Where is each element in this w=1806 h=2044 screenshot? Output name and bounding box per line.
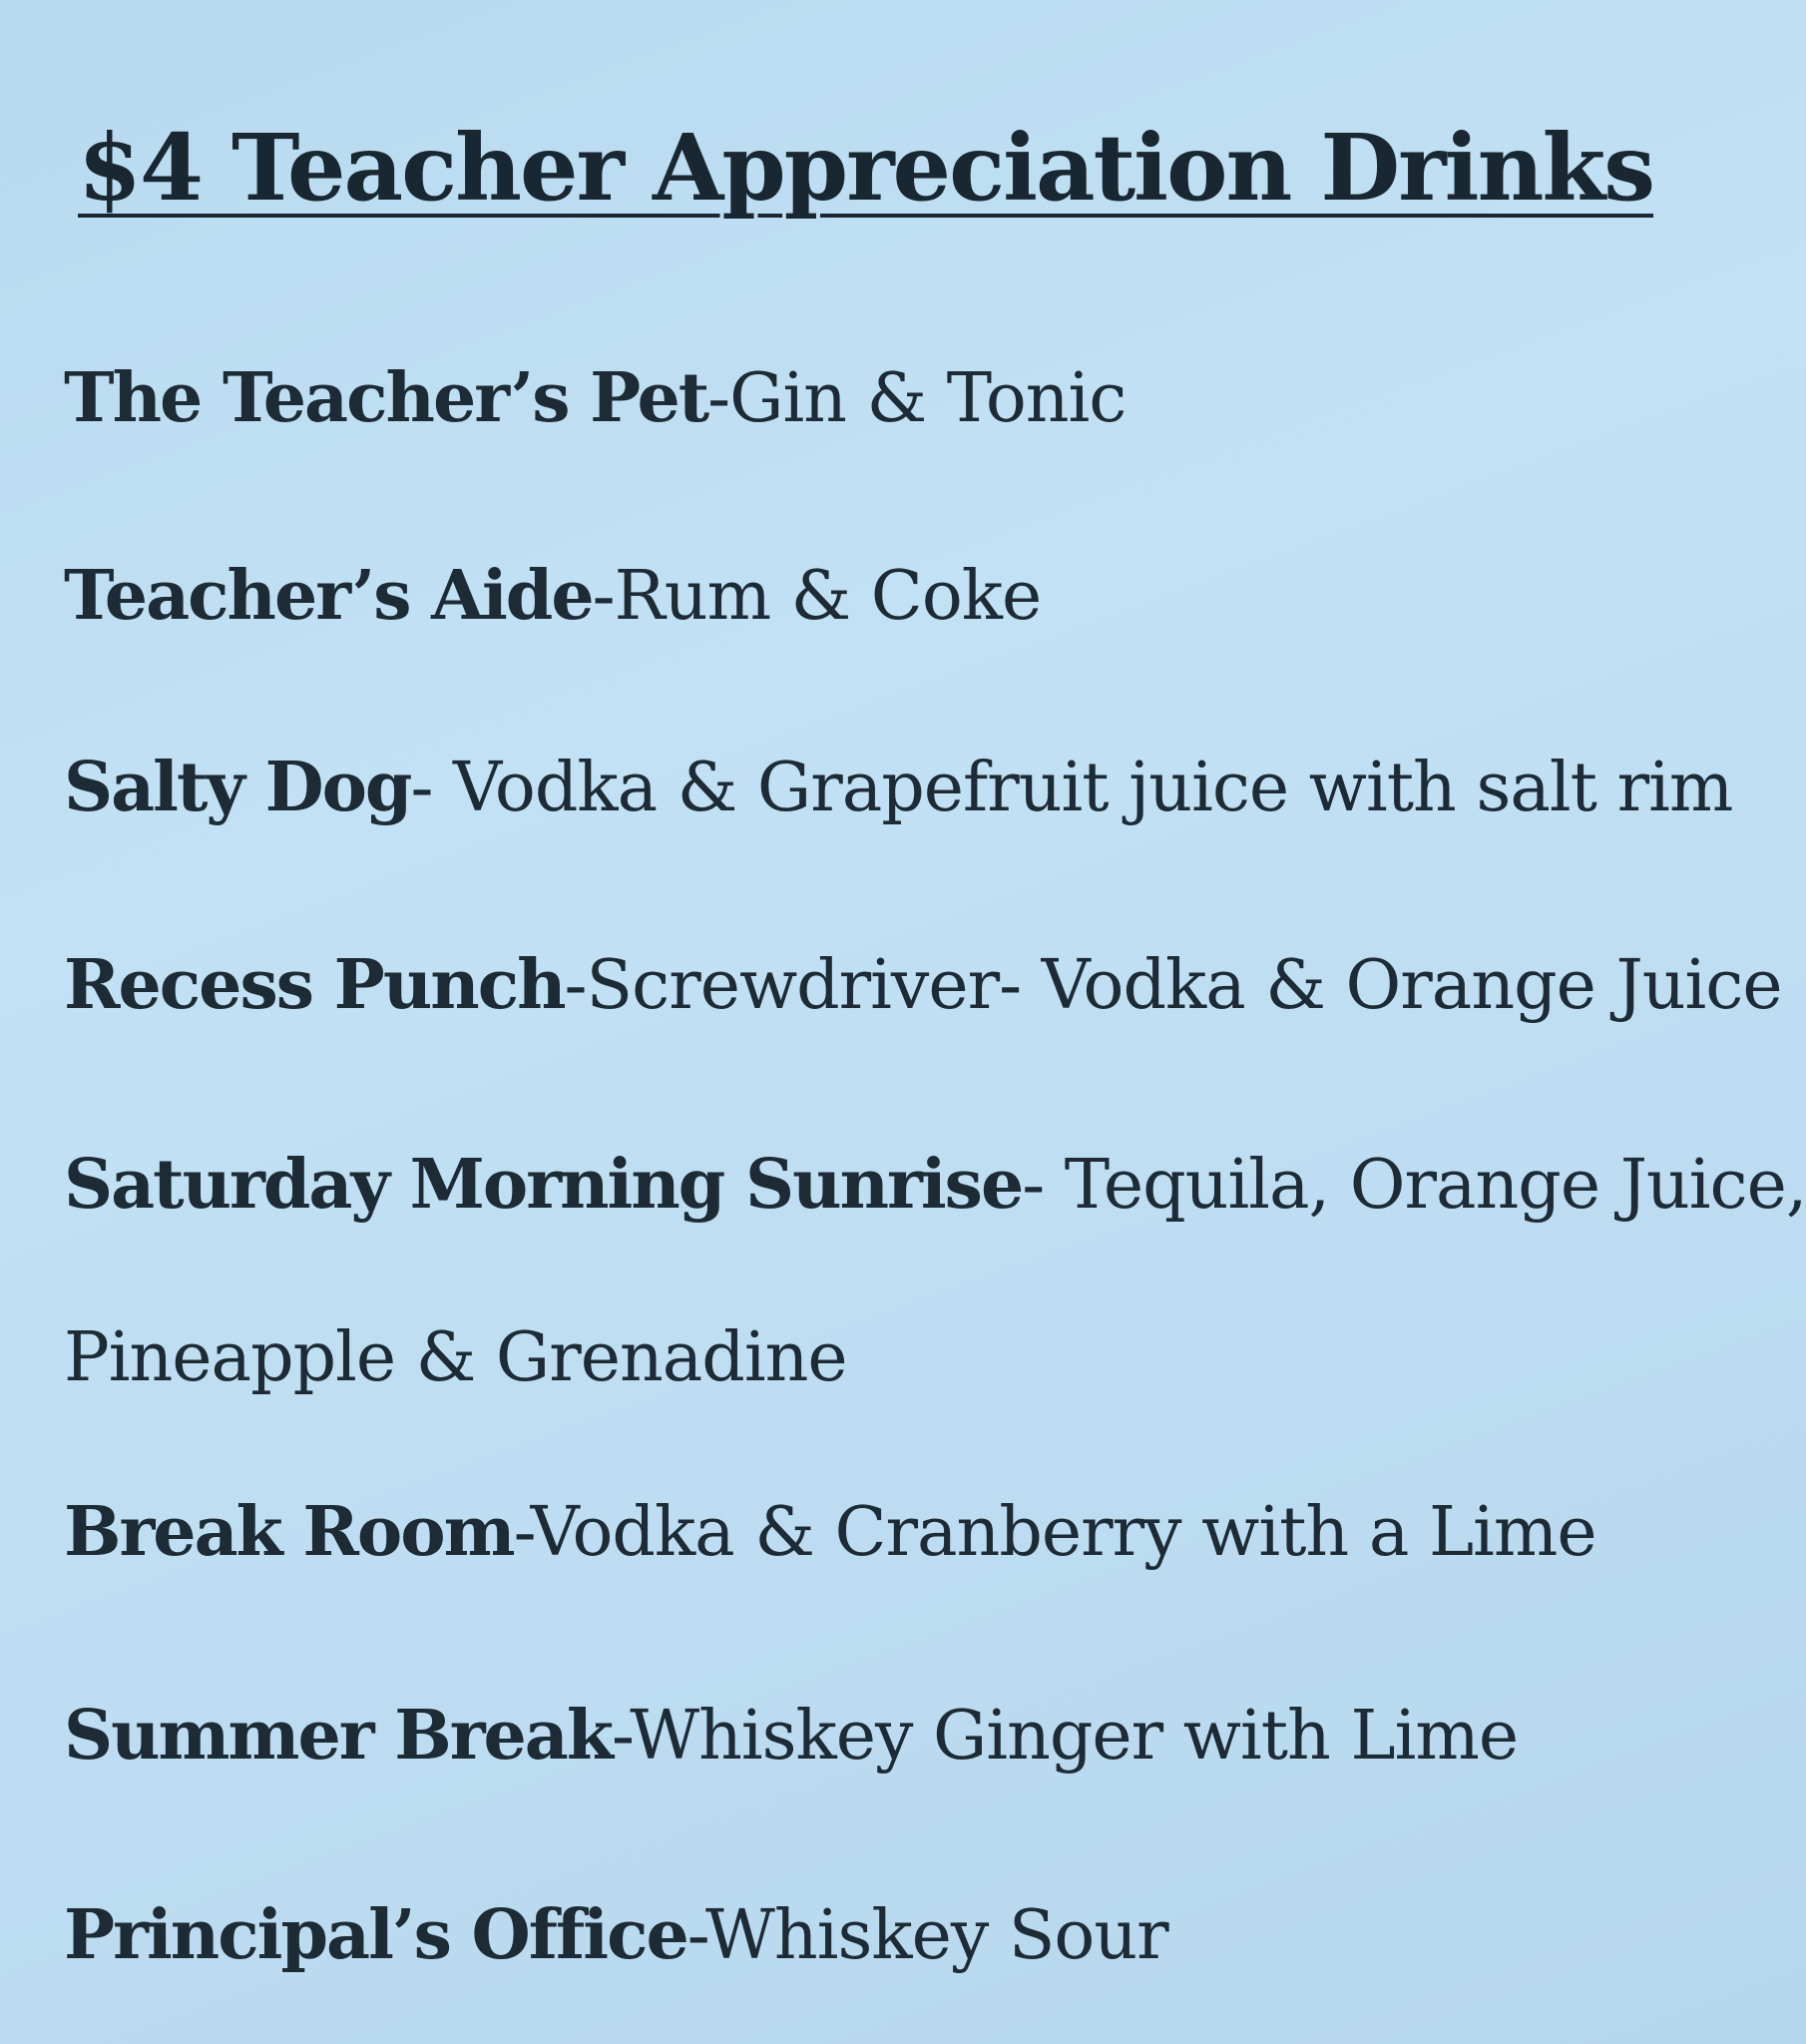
drink-description: - Vodka & Grapefruit juice with salt rim (410, 749, 1733, 827)
drink-name: Saturday Morning Sunrise (64, 1145, 1023, 1225)
drink-description: -Rum & Coke (592, 557, 1042, 636)
drink-description: - Tequila, Orange Juice, (1022, 1146, 1806, 1225)
drink-name: The Teacher’s Pet (64, 358, 708, 438)
drink-item-saturday-morning-sunrise-continued (64, 1319, 847, 1397)
drink-name: Summer Break (64, 1696, 612, 1776)
drink-item-summer-break (64, 1697, 1518, 1776)
drink-item-salty-dog (64, 749, 1732, 827)
drink-description: -Gin & Tonic (707, 359, 1127, 438)
drink-description: -Whiskey Ginger with Lime (611, 1697, 1519, 1776)
drink-item-saturday-morning-sunrise (64, 1146, 1806, 1225)
drink-name: Recess Punch (64, 945, 565, 1025)
drink-description: -Whiskey Sour (686, 1896, 1168, 1975)
drink-item-principals-office (64, 1896, 1168, 1975)
drink-description: -Vodka & Cranberry with a Lime (513, 1493, 1596, 1572)
drink-item-teachers-pet (64, 359, 1126, 438)
drink-description: -Screwdriver- Vodka & Orange Juice (564, 946, 1782, 1025)
drink-item-break-room (64, 1493, 1596, 1572)
drink-item-recess-punch (64, 946, 1782, 1025)
menu-title: $4 Teacher Appreciation Drinks (78, 114, 1654, 222)
drink-description-continuation: Pineapple & Grenadine (64, 1318, 847, 1397)
drink-name: Break Room (64, 1492, 514, 1572)
drink-item-teachers-aide (64, 557, 1041, 636)
drink-name: Principal’s Office (64, 1895, 687, 1975)
drink-name: Salty Dog (64, 748, 411, 827)
drink-name: Teacher’s Aide (64, 556, 593, 636)
